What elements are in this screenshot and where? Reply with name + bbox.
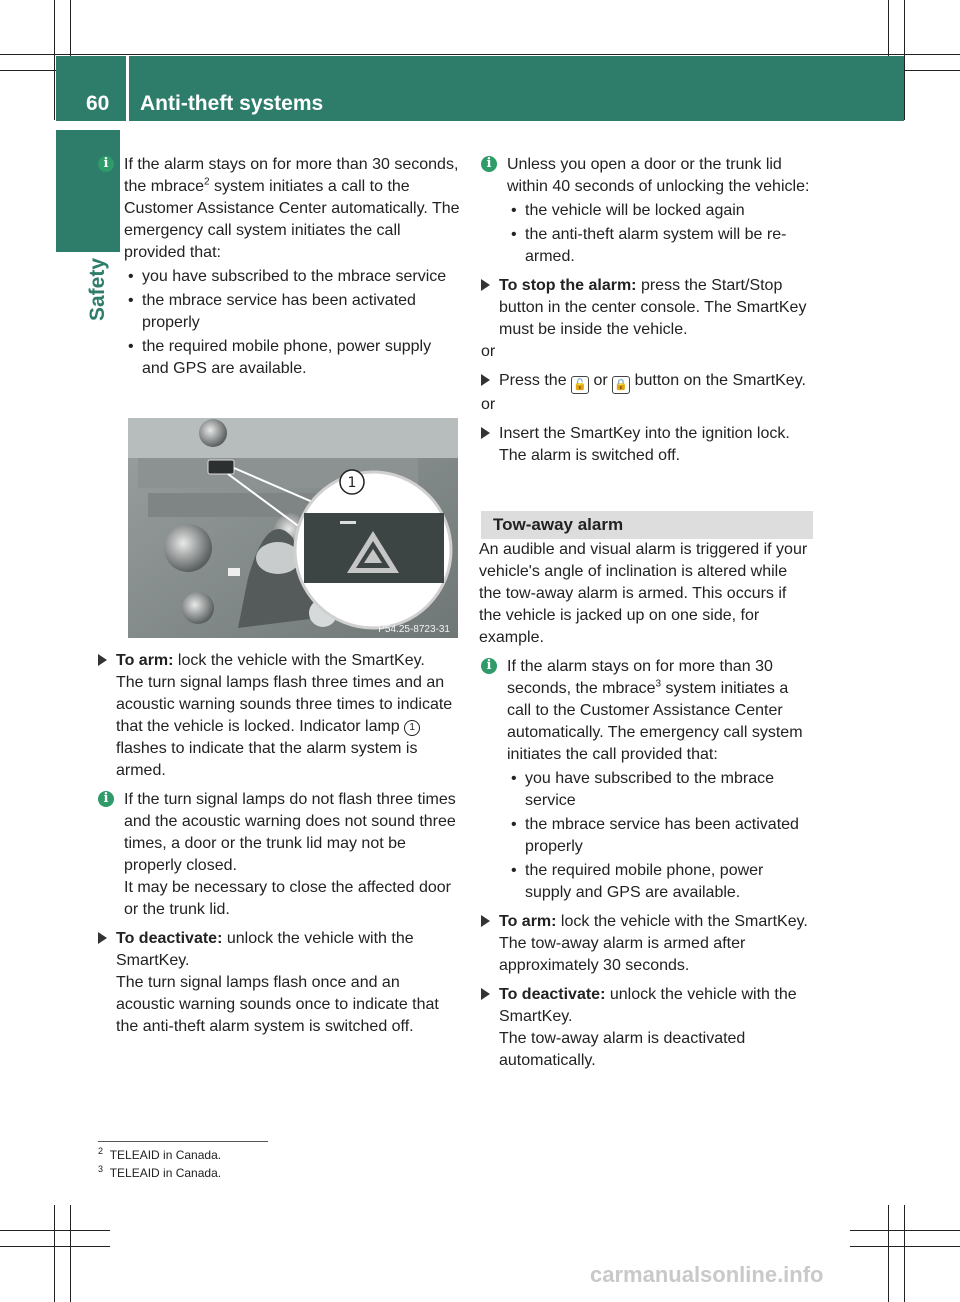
step-deactivate: To deactivate: unlock the vehicle with the SmartKey. The turn signal lamps flash once and an acoustic warning sounds once to indicate that the anti-theft alarm system is switched off. [98, 928, 460, 1038]
list-item: • the mbrace service has been activated properly [124, 290, 460, 334]
left-column-bottom [98, 650, 460, 1038]
section-intro: An audible and visual alarm is triggered if your vehicle's angle of inclination is altered while the tow-away alarm is armed. This occurs if the vehicle is jacked up on one side, for example. [479, 541, 808, 646]
watermark: carmanualsonline.info [590, 1262, 824, 1287]
info-note [98, 154, 460, 380]
crop-line [904, 0, 905, 120]
step-label: To deactivate: [499, 986, 606, 1003]
crop-line [0, 1230, 110, 1231]
step-label: To stop the alarm: [499, 277, 637, 294]
lock-icon: 🔒 [612, 376, 630, 394]
info-text: If the alarm stays on for more than 30 seconds, the mbrace$^2$ system initiates a call to the Customer Assistance Center automatically. The emergency call system initiates the call provided that: [124, 156, 460, 261]
indicator-lamp-callout: 1 [404, 720, 420, 736]
info-text: If the alarm stays on for more than 30 seconds, the mbrace$^3$ system initiates a call to the Customer Assistance Center automatically. The emergency call system initiates the call provided that: [507, 658, 803, 763]
step-arrow-icon [98, 654, 107, 666]
info-icon: i [98, 156, 114, 172]
crop-line [850, 1230, 960, 1231]
footnote: $^2$ TELEAID in Canada. [98, 1146, 222, 1162]
list-item: • you have subscribed to the mbrace service [124, 266, 460, 288]
step-arrow-icon [481, 915, 490, 927]
crop-line [54, 0, 55, 120]
step-label: To deactivate: [116, 930, 223, 947]
crop-line [850, 1246, 960, 1247]
step-label: To arm: [116, 652, 174, 669]
info-text: If the turn signal lamps do not flash three times and the acoustic warning does not sound three times, a door or the trunk lid may not be properly closed. [124, 791, 456, 874]
side-tab-label: Safety [86, 258, 109, 322]
left-column-top [98, 154, 460, 380]
footnotes [98, 1146, 221, 1182]
crop-line [888, 1205, 889, 1302]
list-item: • the vehicle will be locked again [507, 200, 813, 222]
list-item: • the mbrace service has been activated properly [507, 814, 813, 858]
unlock-icon: 🔓 [571, 376, 589, 394]
step-arm: To arm: lock the vehicle with the SmartKey. The turn signal lamps flash three times and an acoustic warning sounds three times to indicate that the vehicle is locked. Indicator lamp 1 flashes to indicate that the alarm system is armed. [98, 650, 460, 782]
info-note [98, 789, 460, 921]
step-stop-alarm: To stop the alarm: press the Start/Stop button in the center console. The SmartKey must be inside the vehicle. [481, 275, 813, 341]
section-heading: Tow-away alarm [481, 511, 813, 539]
console-illustration [128, 418, 458, 638]
right-column [481, 154, 813, 1072]
step-press-button: Press the 🔓 or 🔒 button on the SmartKey. [481, 370, 813, 394]
crop-line [70, 1205, 71, 1302]
info-text: It may be necessary to close the affected door or the trunk lid. [124, 879, 451, 918]
info-note [481, 154, 813, 268]
page-title: Anti-theft systems [140, 92, 324, 115]
step-arrow-icon [481, 988, 490, 1000]
step-label: To arm: [499, 913, 557, 930]
info-icon: i [481, 156, 497, 172]
step-detail: The tow-away alarm is armed after approximately 30 seconds. [499, 935, 746, 974]
step-arrow-icon [481, 427, 490, 439]
step-tow-deactivate: To deactivate: unlock the vehicle with the SmartKey. The tow-away alarm is deactivated automatically. [481, 984, 813, 1072]
step-detail: The turn signal lamps flash three times and an acoustic warning sounds three times to indicate that the vehicle is locked. Indicator lamp 1 flashes to indicate that the alarm system is armed. [116, 674, 453, 779]
figure-callout: 1 [347, 475, 357, 491]
footnote-ref: 3 [655, 678, 662, 690]
step-arrow-icon [481, 279, 490, 291]
figure-code: P54.25-8723-31 [378, 624, 450, 635]
step-tow-arm: To arm: lock the vehicle with the SmartKey. The tow-away alarm is armed after approximately 30 seconds. [481, 911, 813, 977]
list-item: • the required mobile phone, power supply and GPS are available. [124, 336, 460, 380]
info-text: Unless you open a door or the trunk lid within 40 seconds of unlocking the vehicle: [507, 156, 810, 195]
list-item: • you have subscribed to the mbrace service [507, 768, 813, 812]
or-text: or [481, 396, 496, 413]
info-note [481, 656, 813, 904]
crop-line [0, 54, 960, 55]
list-item: • the anti-theft alarm system will be re-armed. [507, 224, 813, 268]
info-icon: i [481, 658, 497, 674]
step-detail: The turn signal lamps flash once and an acoustic warning sounds once to indicate that the anti-theft alarm system is switched off. [116, 974, 439, 1035]
info-icon: i [98, 791, 114, 807]
footnote-ref: 2 [204, 176, 210, 188]
page-number: 60 [86, 92, 110, 115]
crop-line [904, 1205, 905, 1302]
step-insert-key: Insert the SmartKey into the ignition lock. The alarm is switched off. [481, 423, 813, 467]
or-text: or [481, 343, 496, 360]
crop-line [0, 1246, 110, 1247]
footnote-rule [98, 1141, 268, 1142]
step-arrow-icon [98, 932, 107, 944]
step-detail: The alarm is switched off. [499, 447, 681, 464]
footnote: $^3$ TELEAID in Canada. [98, 1164, 222, 1180]
step-detail: The tow-away alarm is deactivated automatically. [499, 1030, 746, 1069]
crop-line [54, 1205, 55, 1302]
list-item: • the required mobile phone, power supply and GPS are available. [507, 860, 813, 904]
console-figure [128, 418, 458, 638]
step-arrow-icon [481, 374, 490, 386]
header-separator [126, 56, 129, 121]
